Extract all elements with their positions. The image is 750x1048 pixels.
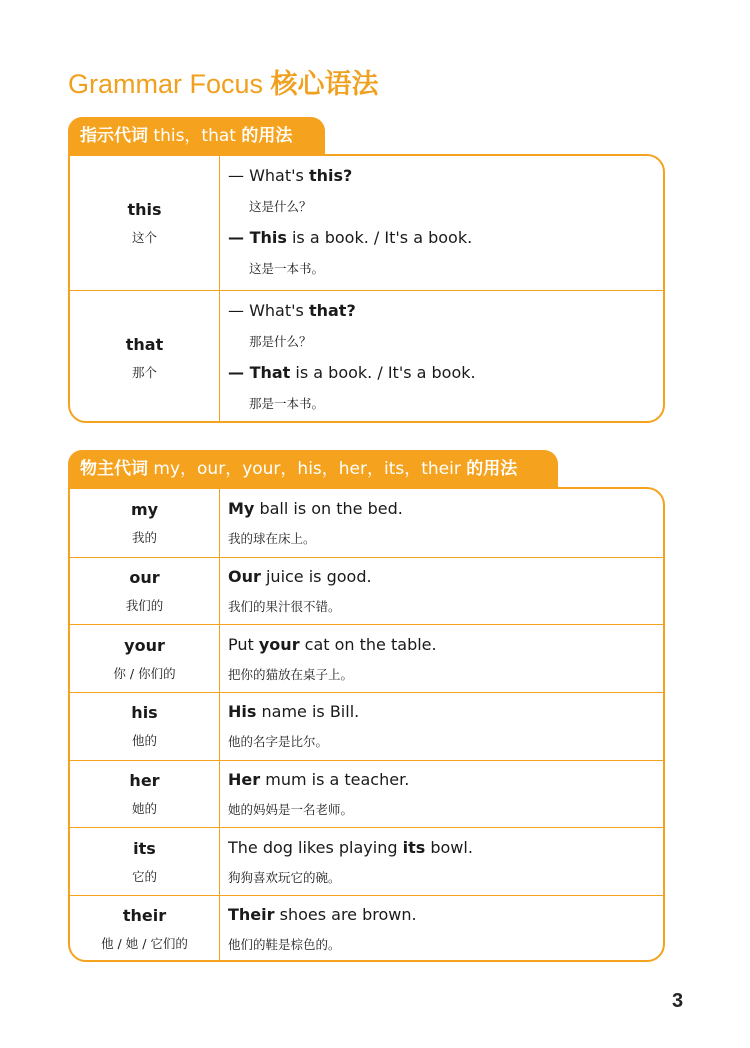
- example-cell: [220, 828, 663, 895]
- title-english: Grammar Focus: [68, 69, 264, 99]
- word-meaning: 我们的: [125, 598, 164, 614]
- word-meaning: 我的: [131, 529, 157, 545]
- word-meaning: 你 / 你们的: [113, 665, 176, 681]
- table-row: [70, 156, 663, 290]
- example-sentence: His name is Bill.: [228, 702, 360, 722]
- word-meaning: 她的: [131, 801, 157, 817]
- word: her: [129, 771, 160, 791]
- title-chinese: 核心语法: [270, 69, 379, 100]
- possessives-table: [68, 487, 665, 962]
- word: his: [131, 703, 158, 723]
- tab-label-cn: 指示代词: [80, 126, 148, 146]
- word-cell: [70, 625, 220, 692]
- example-sentence: Her mum is a teacher.: [228, 770, 410, 790]
- example-translation: 她的妈妈是一名老师。: [228, 802, 354, 818]
- example-cell: [220, 761, 663, 828]
- word-cell: [70, 291, 220, 423]
- example-cell: [220, 625, 663, 692]
- table-row: [70, 692, 663, 760]
- demonstratives-tab: [68, 117, 325, 155]
- table-row: [70, 557, 663, 625]
- word-cell: [70, 828, 220, 895]
- table-row: [70, 290, 663, 423]
- word: that: [125, 334, 164, 354]
- table-row: [70, 895, 663, 962]
- word-meaning: 他的: [131, 733, 157, 749]
- example-sentence: The dog likes playing its bowl.: [228, 837, 473, 857]
- possessives-tab: [68, 450, 558, 488]
- question-translation: 那是什么？: [249, 334, 312, 349]
- demonstratives-section: [68, 117, 665, 423]
- example-cell: [220, 489, 663, 557]
- question-translation: 这是什么？: [249, 199, 312, 214]
- word-meaning: 它的: [131, 868, 157, 884]
- example-sentence: Our juice is good.: [228, 567, 372, 587]
- demonstratives-table: [68, 154, 665, 423]
- word-cell: [70, 761, 220, 828]
- answer-line: — This is a book. / It's a book.: [228, 228, 473, 247]
- example-cell: [220, 558, 663, 625]
- tab-label-words: this，that: [153, 126, 236, 146]
- word-cell: [70, 156, 220, 290]
- word-meaning: 那个: [131, 364, 157, 380]
- example-translation: 他们的鞋是棕色的。: [228, 937, 341, 953]
- example-cell: [220, 156, 663, 290]
- question-line: — What's that?: [228, 301, 356, 320]
- example-cell: [220, 693, 663, 760]
- word: their: [122, 906, 167, 926]
- question-line: — What's this?: [228, 166, 353, 185]
- example-translation: 把你的猫放在桌子上。: [228, 666, 354, 682]
- tab-label-words: my，our，your，his，her，its，their: [153, 459, 461, 479]
- answer-translation: 这是一本书。: [249, 261, 325, 276]
- example-translation: 他的名字是比尔。: [228, 734, 329, 750]
- table-row: [70, 827, 663, 895]
- example-cell: [220, 896, 663, 962]
- table-row: [70, 489, 663, 557]
- tab-label-suffix: 的用法: [466, 459, 518, 479]
- word-cell: [70, 896, 220, 962]
- word: our: [129, 568, 160, 588]
- word: its: [133, 838, 156, 858]
- word-meaning: 这个: [131, 230, 157, 245]
- answer-line: — That is a book. / It's a book.: [228, 363, 476, 382]
- word-meaning: 他 / 她 / 它们的: [101, 936, 188, 952]
- possessives-section: [68, 450, 665, 962]
- page-number: 3: [672, 990, 684, 1012]
- tab-label-suffix: 的用法: [241, 126, 293, 146]
- answer-translation: 那是一本书。: [249, 396, 325, 411]
- word: this: [127, 200, 162, 219]
- tab-label-cn: 物主代词: [80, 459, 148, 479]
- example-cell: [220, 291, 663, 423]
- word-cell: [70, 489, 220, 557]
- word-cell: [70, 693, 220, 760]
- example-translation: 我们的果汁很不错。: [228, 599, 341, 615]
- example-sentence: Their shoes are brown.: [228, 905, 417, 925]
- table-row: [70, 624, 663, 692]
- word: your: [124, 635, 165, 655]
- table-row: [70, 760, 663, 828]
- word-cell: [70, 558, 220, 625]
- example-translation: 狗狗喜欢玩它的碗。: [228, 869, 341, 885]
- example-sentence: Put your cat on the table.: [228, 634, 437, 654]
- word: my: [130, 499, 159, 519]
- page-title: [68, 62, 379, 101]
- example-sentence: My ball is on the bed.: [228, 498, 403, 518]
- example-translation: 我的球在床上。: [228, 530, 316, 546]
